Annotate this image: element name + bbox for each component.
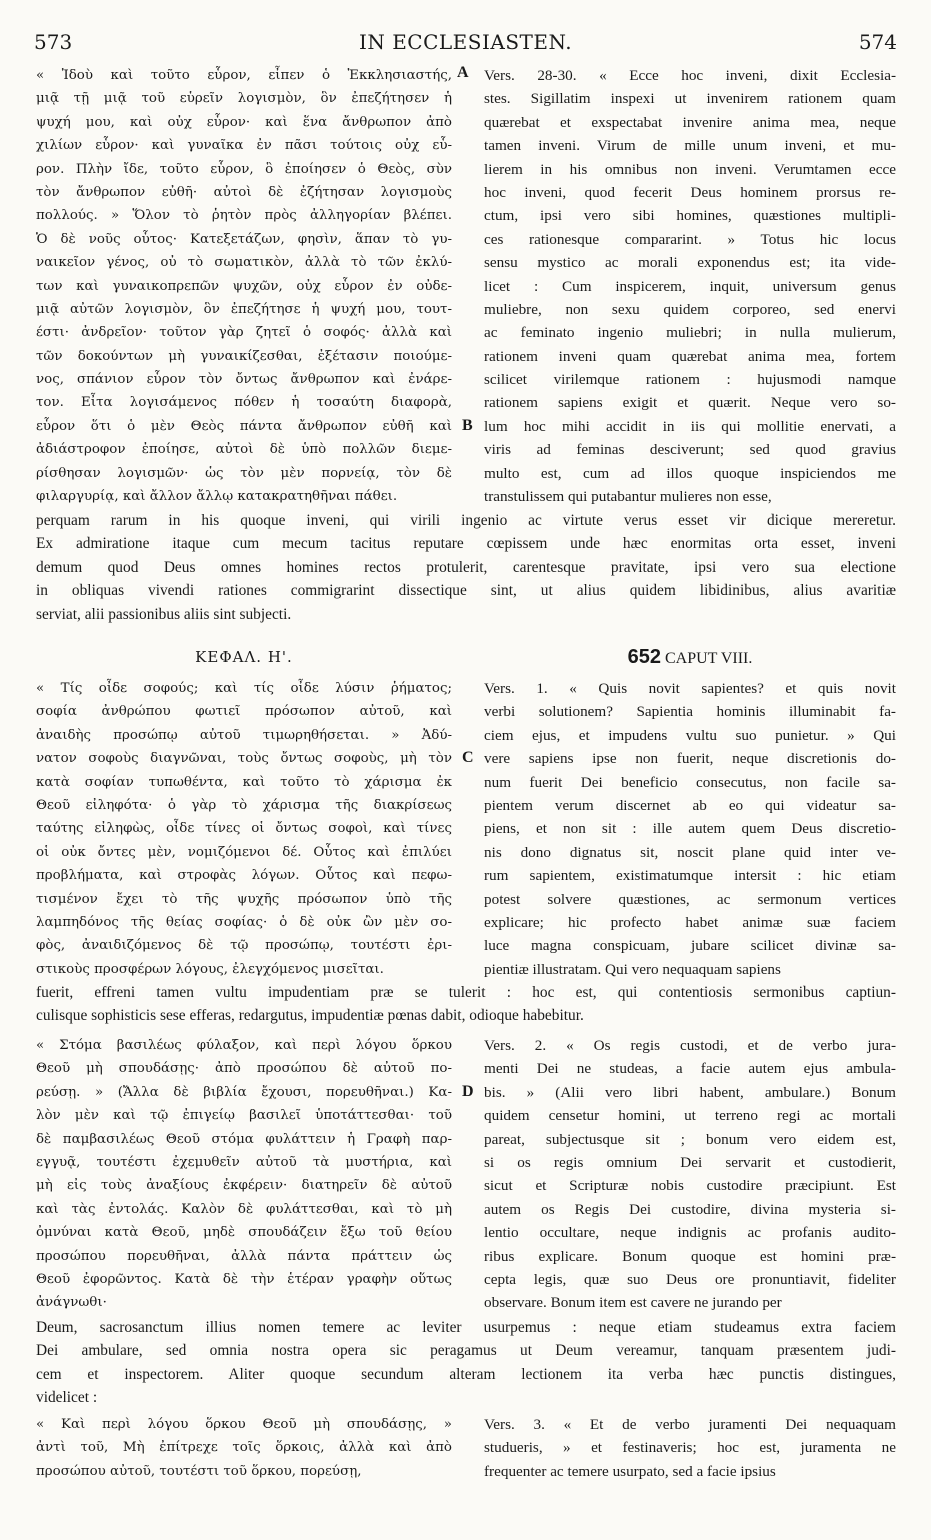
text-line: videlicet : [36,1389,98,1407]
margin-marker-d: D [462,1083,474,1100]
text-line: perquam rarum in his quoque inveni, qui virili ingenio ac virtute verus esset vir dicique mereretur. [36,512,896,529]
text-line: πολλούς. » Ὅλον τὸ ῥητὸν πρὸς ἀλληγορίαν βλέπει. [36,208,452,224]
text-line: ctum, ipsi vero sibi homines, quæstiones multipli- [484,207,896,225]
text-line: lierem in his omnibus non inveni. Verumtamen ecce [484,160,896,178]
text-line: sicut et Scripturæ nobis custodire præcipiunt. Est [484,1177,896,1195]
text-line: τὸν ἄνθρωπον εὐθῆ· αὐτοὶ δὲ ἐζήτησαν λογισμοὺς [36,184,452,200]
text-line: μὴ εἰς τοὺς ἀναξίους ἐκφέρειν· διατηρεῖν δὲ αὐτοῦ [36,1178,452,1194]
text-line: demum quod Deus omnes homines rectos protulerit, carentesque pravitate, ipsi vero sua electione [36,558,896,576]
text-line: ἀντὶ τοῦ, Μὴ ἐπίτρεχε τοῖς ὅρκοις, ἀλλὰ καὶ ἀπὸ [36,1440,452,1456]
text-line: ψυχή μου, καὶ οὐχ εὗρον· καὶ ἕνα ἄνθρωπον ἀπὸ [36,114,452,130]
text-line: transtulissem qui putabantur mulieres non esse, [484,488,772,506]
text-line: καὶ τὰς ἐντολάς. Καλὸν δὲ φυλάττεσθαι, καὶ τὸ μὴ [36,1201,452,1217]
latin-chapter-heading [484,646,896,669]
text-line: Dei ambulare, sed omnia nostra opera sic peragamus ut Deum vereamur, tanquam præsentem judi- [36,1342,896,1360]
text-line: bis. » (Alii vero libri habent, ambulare.) Bonum [484,1083,896,1101]
text-line: potest solvere quæstiones, ac sermonum vertices [484,890,896,908]
text-line: χιλίων εὗρον· καὶ γυναῖκα ἐν πᾶσι τούτοις οὐχ εὗ- [36,138,452,154]
text-line: viris ad feminas desciverunt; sed quod gravius [484,441,896,459]
text-line: φὸς, ἀναιδιζόμενος δὲ τῷ προσώπῳ, τουτέστι ἐρι- [36,938,452,954]
text-line: προσώπου πορευθῆναι, ἀλλὰ πάντα πράττειν ὡς [36,1248,452,1264]
text-line: έστι· ἀνδρεῖον· τοῦτον γὰρ ζητεῖ ὁ σοφός· ἀλλὰ καὶ [36,325,452,341]
full-width-text-block2 [36,981,896,1028]
text-line: ρίσθησαν λογισμῶν· ὡς τὸν μὲν πορνείᾳ, τὸν δὲ [36,465,452,481]
text-line: « Ἰδοὺ καὶ τοῦτο εὗρον, εἶπεν ὁ Ἐκκλησιαστής, [36,68,452,83]
margin-marker-b: B [462,417,473,434]
text-line: licet : Cum inspicerem, inquit, universum genus [484,277,896,295]
latin-column-block3 [484,1034,896,1315]
text-line: λὸν μὲν καὶ τῷ ἐπιγείῳ βασιλεῖ ὑποτάττεσθαι· τοῦ [36,1108,452,1124]
text-line: ναικεῖον γένος, οὐ τὸ σωματικὸν, ἀλλὰ τὸ τῶν ἐκλύ- [36,255,452,271]
running-header [34,30,897,56]
latin-chapter-title: CAPUT VIII. [664,650,753,667]
latin-column-block2 [484,677,896,981]
text-line: muliebre, non sexu quidem corporeo, sed enervi [484,300,896,318]
text-line: Ex admiratione itaque cum mecum tacitus reputare cœpissem unde hæc enormitas orta esset, inveni [36,535,896,553]
text-line: fuerit, effreni tamen vultu impudentiam præ se tulerit : hoc est, qui contentiosis sermonibus captiun- [36,984,896,1001]
text-line: δὲ παμβασιλέως Θεοῦ στόμα φυλάττειν ἡ Γραφὴ παρ- [36,1131,452,1147]
text-line: pientem verum discernet ab eo qui videatur sa- [484,796,896,814]
greek-column-block4 [36,1413,452,1483]
latin-column-block1 [484,64,896,508]
greek-chapter-heading: ΚΕΦΑΛ. Η'. [195,648,293,666]
text-line: « Στόμα βασιλέως φύλαξον, καὶ περὶ λόγου ὅρκου [36,1038,452,1053]
text-line: μιᾷ τῇ μιᾷ τοῦ εὑρεῖν λογισμὸν, ὃν ἐπεζήτησεν ἡ [36,91,452,107]
text-line: si os regis omnium Dei servarit et custodierit, [484,1153,896,1171]
text-line: νος, σπάνιον εὗρον τὸν ὄντως ἄνθρωπον καὶ ἐνάρε- [36,372,452,388]
text-line: τῶν δοκούντων μὴ γυναικίζεσθαι, ἐξέτασιν ποιούμε- [36,348,452,364]
text-line: προβλήματα, καὶ στροφὰς λόγων. Οὗτος καὶ πεφω- [36,868,452,884]
margin-marker-c: C [462,749,474,766]
text-line: οἱ οὐκ ὄντες μὲν, νομιζόμενοι δέ. Οὗτος καὶ ἐπιλύει [36,844,452,860]
text-line: Vers. 1. « Quis novit sapientes? et quis novit [484,680,896,697]
text-line: autem os Regis Dei custodire, divina mysteria si- [484,1200,896,1218]
text-line: Θεοῦ ἐφορῶντος. Κατὰ δὲ τὴν ἑτέραν γραφὴν οὕτως [36,1271,452,1287]
text-line: pientiæ illustratam. Qui vero nequaquam sapiens [484,960,781,978]
text-line: « Τίς οἶδε σοφούς; καὶ τίς οἶδε λύσιν ῥήματος; [36,681,452,696]
greek-column-block1 [36,64,452,508]
text-line: εὗρον ὅτι ὁ μὲν Θεὸς πάντα ἄνθρωπον εὐθῆ καὶ [36,418,452,434]
text-line: ρον. Πλὴν ἴδε, τοῦτο εὗρον, ὃ ἐποίησεν ὁ Θεὸς, σὺν [36,161,452,177]
text-line: Θεοῦ εἰληφότα· ὁ γὰρ τὸ χάρισμα τῆς διακρίσεως [36,797,452,813]
greek-column-block3 [36,1034,452,1315]
text-line: Ὁ δὲ νοῦς οὗτος· Κατεξετάζων, φησὶν, ἅπαν τὸ γυ- [36,231,452,247]
text-line: « Καὶ περὶ λόγου ὅρκου Θεοῦ μὴ σπουδάσῃς, » [36,1417,452,1432]
text-line: ces rationesque compararint. » Totus hic locus [484,230,896,248]
text-line: ἀδιάστροφον ἐποίησε, αὐτοὶ δὲ ὑπὸ πολλῶν διεμε- [36,442,452,458]
text-line: explicare; hic profecto habet animæ suæ faciem [484,913,896,931]
greek-column-block2 [36,677,452,981]
text-line: in obliquas vivendi rationes commigrarint dissectique sint, ut alius quidem libidinibus, alius avaritiæ [36,582,896,600]
text-line: verbi solutionem? Sapientia hominis illuminabit fa- [484,703,896,721]
text-line: ribus explicare. Bonum quoque est homini præ- [484,1247,896,1265]
text-line: quidem censetur homini, ut terreno regi ac mortali [484,1107,896,1125]
text-line: serviat, alii passionibus aliis sint subjecti. [36,605,292,623]
text-line: rationem sapiens exigit et quærit. Neque vero so- [484,394,896,412]
text-line: lum hoc mihi accidit in iis qui mollitie enervati, a [484,417,896,435]
text-line: menti Dei ne studeas, a facie autem ejus ambula- [484,1060,896,1078]
text-line: rum sapientem, existimatumque intersit : hic etiam [484,867,896,885]
text-line: νατον σοφοὺς διαγνῶναι, τοὺς ὄντως σοφοὺς, μὴ τὸν [36,751,452,767]
text-line: Deum, sacrosanctum illius nomen temere ac leviter usurpemus : neque etiam studeamus extra faciem [36,1319,896,1336]
text-line: μιᾷ αὐτῶν λογισμὸν, ὃν ἐπεζήτησε ἡ ψυχή μου, τουτ- [36,301,452,317]
text-line: nis dono dignatus sit, noscit plane quid inter ve- [484,843,896,861]
text-line: ἀναιδὴς προσώπῳ αὐτοῦ τιμωρηθήσεται. » Ἀδύ- [36,727,452,743]
text-line: στικοὺς προσφέρων λόγους, ἐλεγχόμενος μισεῖται. [36,961,384,977]
running-title: IN ECCLESIASTEN. [358,30,573,54]
text-line: ταύτης εἰληφὼς, οἶδε τίνες οἱ ὄντως σοφοὶ, καὶ τίνες [36,821,452,837]
full-width-text-block1 [36,509,896,626]
text-line: pareat, subjectusque sit ; bonum vero eidem est, [484,1130,896,1148]
text-line: Vers. 2. « Os regis custodi, et de verbo jura- [484,1037,896,1054]
text-line: τισμένον ἔχει τὸ τῆς ψυχῆς πρόσωπον ὑπὸ τῆς [36,891,452,907]
text-line: piens, et non sit : ille autem quem Deus discretio- [484,820,896,838]
page-number-right: 574 [858,30,897,54]
text-line: ἀνάγνωθι· [36,1295,107,1311]
text-line: σοφία ἀνθρώπου φωτιεῖ πρόσωπον αὐτοῦ, καὶ [36,704,452,720]
text-line: sensu mystico ac morali exponendus est; ita vide- [484,254,896,272]
text-line: luce magna conspicuam, jubare scilicet divinæ sa- [484,937,896,955]
text-line: observare. Bonum item est cavere ne jurando per [484,1294,782,1312]
text-line: φιλαργυρίᾳ, καὶ ἄλλον ἄλλῳ κατακρατηθῆναι πάθει. [36,489,398,505]
text-line: scilicet virilemque rationem : hujusmodi namque [484,371,896,389]
text-line: cem et inspectorem. Aliter quoque secundum alteram lectionem ita verba hæc punctis distingues, [36,1365,896,1383]
text-line: num fuerit Dei beneficio consecutus, non facile sa- [484,773,896,791]
text-line: λαμπηδόνος τῆς θείας σοφίας· ὁ δὲ οὐκ ὢν μὲν σο- [36,914,452,930]
text-line: εγγυᾷ, τουτέστι ἐχεμυθεῖν αὐτοῦ τὰ μυστήρια, καὶ [36,1154,452,1170]
text-line: lentio occultare, neque indignis ac profanis audito- [484,1224,896,1242]
text-line: των καὶ γυναικοπρεπῶν ψυχῶν, οὐχ εὗρον ἐν οὐδε- [36,278,452,294]
text-line: quærebat et exspectabat invenire anima mea, neque [484,113,896,131]
text-line: tamen inveni. Virum de mille unum inveni, et mu- [484,137,896,155]
text-line: ρεύσῃ. » (Ἄλλα δὲ βιβλία ἔχουσι, πορευθῆναι.) Κα- [36,1084,452,1100]
text-line: cepta legis, quæ suo Deus ore pronuntiavit, fideliter [484,1270,896,1288]
text-line: τον. Εἶτα λογισάμενος πόθεν ἡ τοσαύτη διαφορὰ, [36,395,452,411]
latin-column-block4 [484,1413,896,1483]
text-line: κατὰ σοφίαν τυπωθέντα, καὶ τοῦτο τὸ χάρισμα ἐκ [36,774,452,790]
text-line: Vers. 3. « Et de verbo juramenti Dei nequaquam [484,1416,896,1433]
text-line: ac feminato ingenio muliebri; in nulla mulierum, [484,324,896,342]
margin-marker-a: A [457,64,469,81]
text-line: Vers. 28-30. « Ecce hoc inveni, dixit Ecclesia- [484,67,896,84]
text-line: Θεοῦ μὴ σπουδάσῃς· ἀπὸ προσώπου δὲ αὐτοῦ πο- [36,1061,452,1077]
text-line: frequenter ac temere usurpato, sed a facie ipsius [484,1462,776,1480]
text-line: hoc inveni, quod fecerit Deus hominem prorsus re- [484,183,896,201]
text-line: ὀμνύναι κατὰ Θεοῦ, μηδὲ σπουδάζειν ἔξω τοῦ θείου [36,1225,452,1241]
text-line: culisque sophisticis sese efferas, redargutus, impudentiæ pœnas dabit, odioque habebitur. [36,1007,584,1025]
column-number: 652 [627,646,661,668]
text-line: studueris, » et festinaveris; hoc est, juramenta ne [484,1439,896,1457]
text-line: rationem inveni quam quærebat anima mea, fortem [484,347,896,365]
text-line: multo est, cum ad illos quoque inspiciendos me [484,464,896,482]
full-width-text-block3 [36,1316,896,1410]
text-line: vere sapiens ipse non fuerit, neque discretionis do- [484,750,896,768]
text-line: προσώπου αὐτοῦ, τουτέστι τοῦ ὅρκου, πορεύσῃ, [36,1463,362,1479]
text-line: stes. Sigillatim inspexi ut invenirem rationem quam [484,90,896,108]
page-number-left: 573 [34,30,73,54]
text-line: ciem ejus, et impudens vultu suo punietur. » Qui [484,726,896,744]
